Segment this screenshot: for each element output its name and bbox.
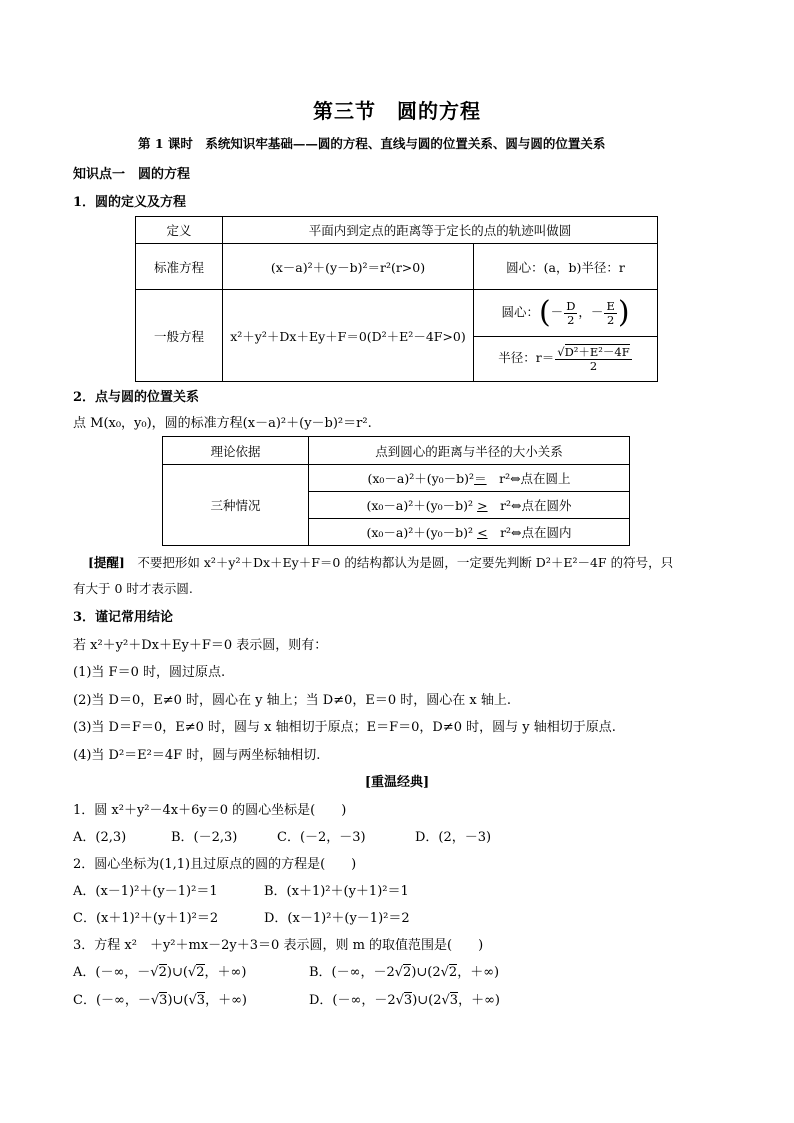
general-equation: x²＋y²＋Dx＋Ey＋F＝0(D²＋E²－4F>0) <box>223 290 474 382</box>
definition-label: 定义 <box>136 217 223 244</box>
standard-equation: (x－a)²＋(y－b)²＝r²(r>0) <box>223 244 474 290</box>
item2-text: 点 M(x₀，y₀)，圆的标准方程(x－a)²＋(y－b)²＝r². <box>73 416 372 431</box>
center-x-fraction: $\frac{D}{2}$ <box>566 299 576 327</box>
case-row: (x₀－a)²＋(y₀－b)² > r²⇔点在圆外 <box>309 492 630 519</box>
tip-label: [提醒] <box>88 555 125 570</box>
q2-option-a: A．(x－1)²＋(y－1)²＝1 <box>73 884 218 899</box>
conclusion-2: (2)当 D＝0，E≠0 时，圆心在 y 轴上；当 D≠0，E＝0 时，圆心在 x 轴上. <box>73 693 511 708</box>
q2-option-d: D．(x－1)²＋(y－1)²＝2 <box>264 911 410 926</box>
q3-option-b: B．(－∞，－2√2)∪(2√2，＋∞) <box>309 965 500 980</box>
section-heading: 知识点一 圆的方程 <box>73 167 191 182</box>
general-radius-label: 半径：r＝ <box>498 350 555 366</box>
review-heading: [重温经典] <box>364 775 430 790</box>
relation-header: 点到圆心的距离与半径的大小关系 <box>309 437 630 465</box>
definition-text: 平面内到定点的距离等于定长的点的轨迹叫做圆 <box>223 217 658 244</box>
center-y-fraction: $\frac{E}{2}$ <box>606 299 615 327</box>
general-radius <box>474 337 658 382</box>
radius-fraction: $\frac{\text{√D²＋E²－4F}}{2}$ <box>557 345 630 373</box>
point-circle-table <box>162 436 630 546</box>
standard-equation-label: 标准方程 <box>136 244 223 290</box>
q1-option-b: B．(－2,3) <box>171 830 238 845</box>
item3-intro: 若 x²＋y²＋Dx＋Ey＋F＝0 表示圆，则有： <box>73 638 328 653</box>
q3-option-d: D．(－∞，－2√3)∪(2√3，＋∞) <box>309 993 500 1008</box>
question-3: 3．方程 x² ＋y²＋mx－2y＋3＝0 表示圆，则 m 的取值范围是( ) <box>73 938 484 953</box>
page-title: 第三节 圆的方程 <box>313 99 481 123</box>
conclusion-3: (3)当 D＝F＝0，E≠0 时，圆与 x 轴相切于原点；E＝F＝0，D≠0 时，圆与 y 轴相切于原点. <box>73 720 616 735</box>
question-2: 2．圆心坐标为(1,1)且过原点的圆的方程是( ) <box>73 857 357 872</box>
tip-line-1: [提醒] 不要把形如 x²＋y²＋Dx＋Ey＋F＝0 的结构都认为是圆，一定要先判断 D²＋E²－4F 的符号，只 <box>88 555 674 570</box>
general-equation-label: 一般方程 <box>136 290 223 382</box>
q1-option-a: A．(2,3) <box>73 830 127 845</box>
item2-heading: 2．点与圆的位置关系 <box>73 390 200 405</box>
case-row: (x₀－a)²＋(y₀－b)² < r²⇔点在圆内 <box>309 519 630 546</box>
item1-heading: 1．圆的定义及方程 <box>73 195 187 210</box>
general-center-label: 圆心： <box>501 304 539 320</box>
q3-option-a: A．(－∞，－√2)∪(√2，＋∞) <box>73 965 247 980</box>
q1-option-d: D．(2，－3) <box>415 830 492 845</box>
q2-option-b: B．(x＋1)²＋(y＋1)²＝1 <box>264 884 409 899</box>
three-cases-label: 三种情况 <box>163 465 309 546</box>
case-row: (x₀－a)²＋(y₀－b)²＝ r²⇔点在圆上 <box>309 465 630 492</box>
item3-heading: 3．谨记常用结论 <box>73 610 174 625</box>
lesson-subtitle: 第 1 课时 系统知识牢基础——圆的方程、直线与圆的位置关系、圆与圆的位置关系 <box>138 136 606 151</box>
general-center: 圆心：(－ $\frac{D}{2}$ ，－ $\frac{E}{2}$ ) <box>474 290 658 337</box>
q3-option-c: C．(－∞，－√3)∪(√3，＋∞) <box>73 993 247 1008</box>
circle-equation-table <box>135 216 658 382</box>
theory-header: 理论依据 <box>163 437 309 465</box>
q2-option-c: C．(x＋1)²＋(y＋1)²＝2 <box>73 911 219 926</box>
q1-option-c: C．(－2，－3) <box>277 830 366 845</box>
question-1: 1．圆 x²＋y²－4x＋6y＝0 的圆心坐标是( ) <box>73 803 347 818</box>
conclusion-1: (1)当 F＝0 时，圆过原点. <box>73 665 226 680</box>
standard-center-radius: 圆心：(a，b)半径：r <box>474 244 658 290</box>
tip-line-2: 有大于 0 时才表示圆. <box>73 581 193 596</box>
conclusion-4: (4)当 D²＝E²＝4F 时，圆与两坐标轴相切. <box>73 748 321 763</box>
